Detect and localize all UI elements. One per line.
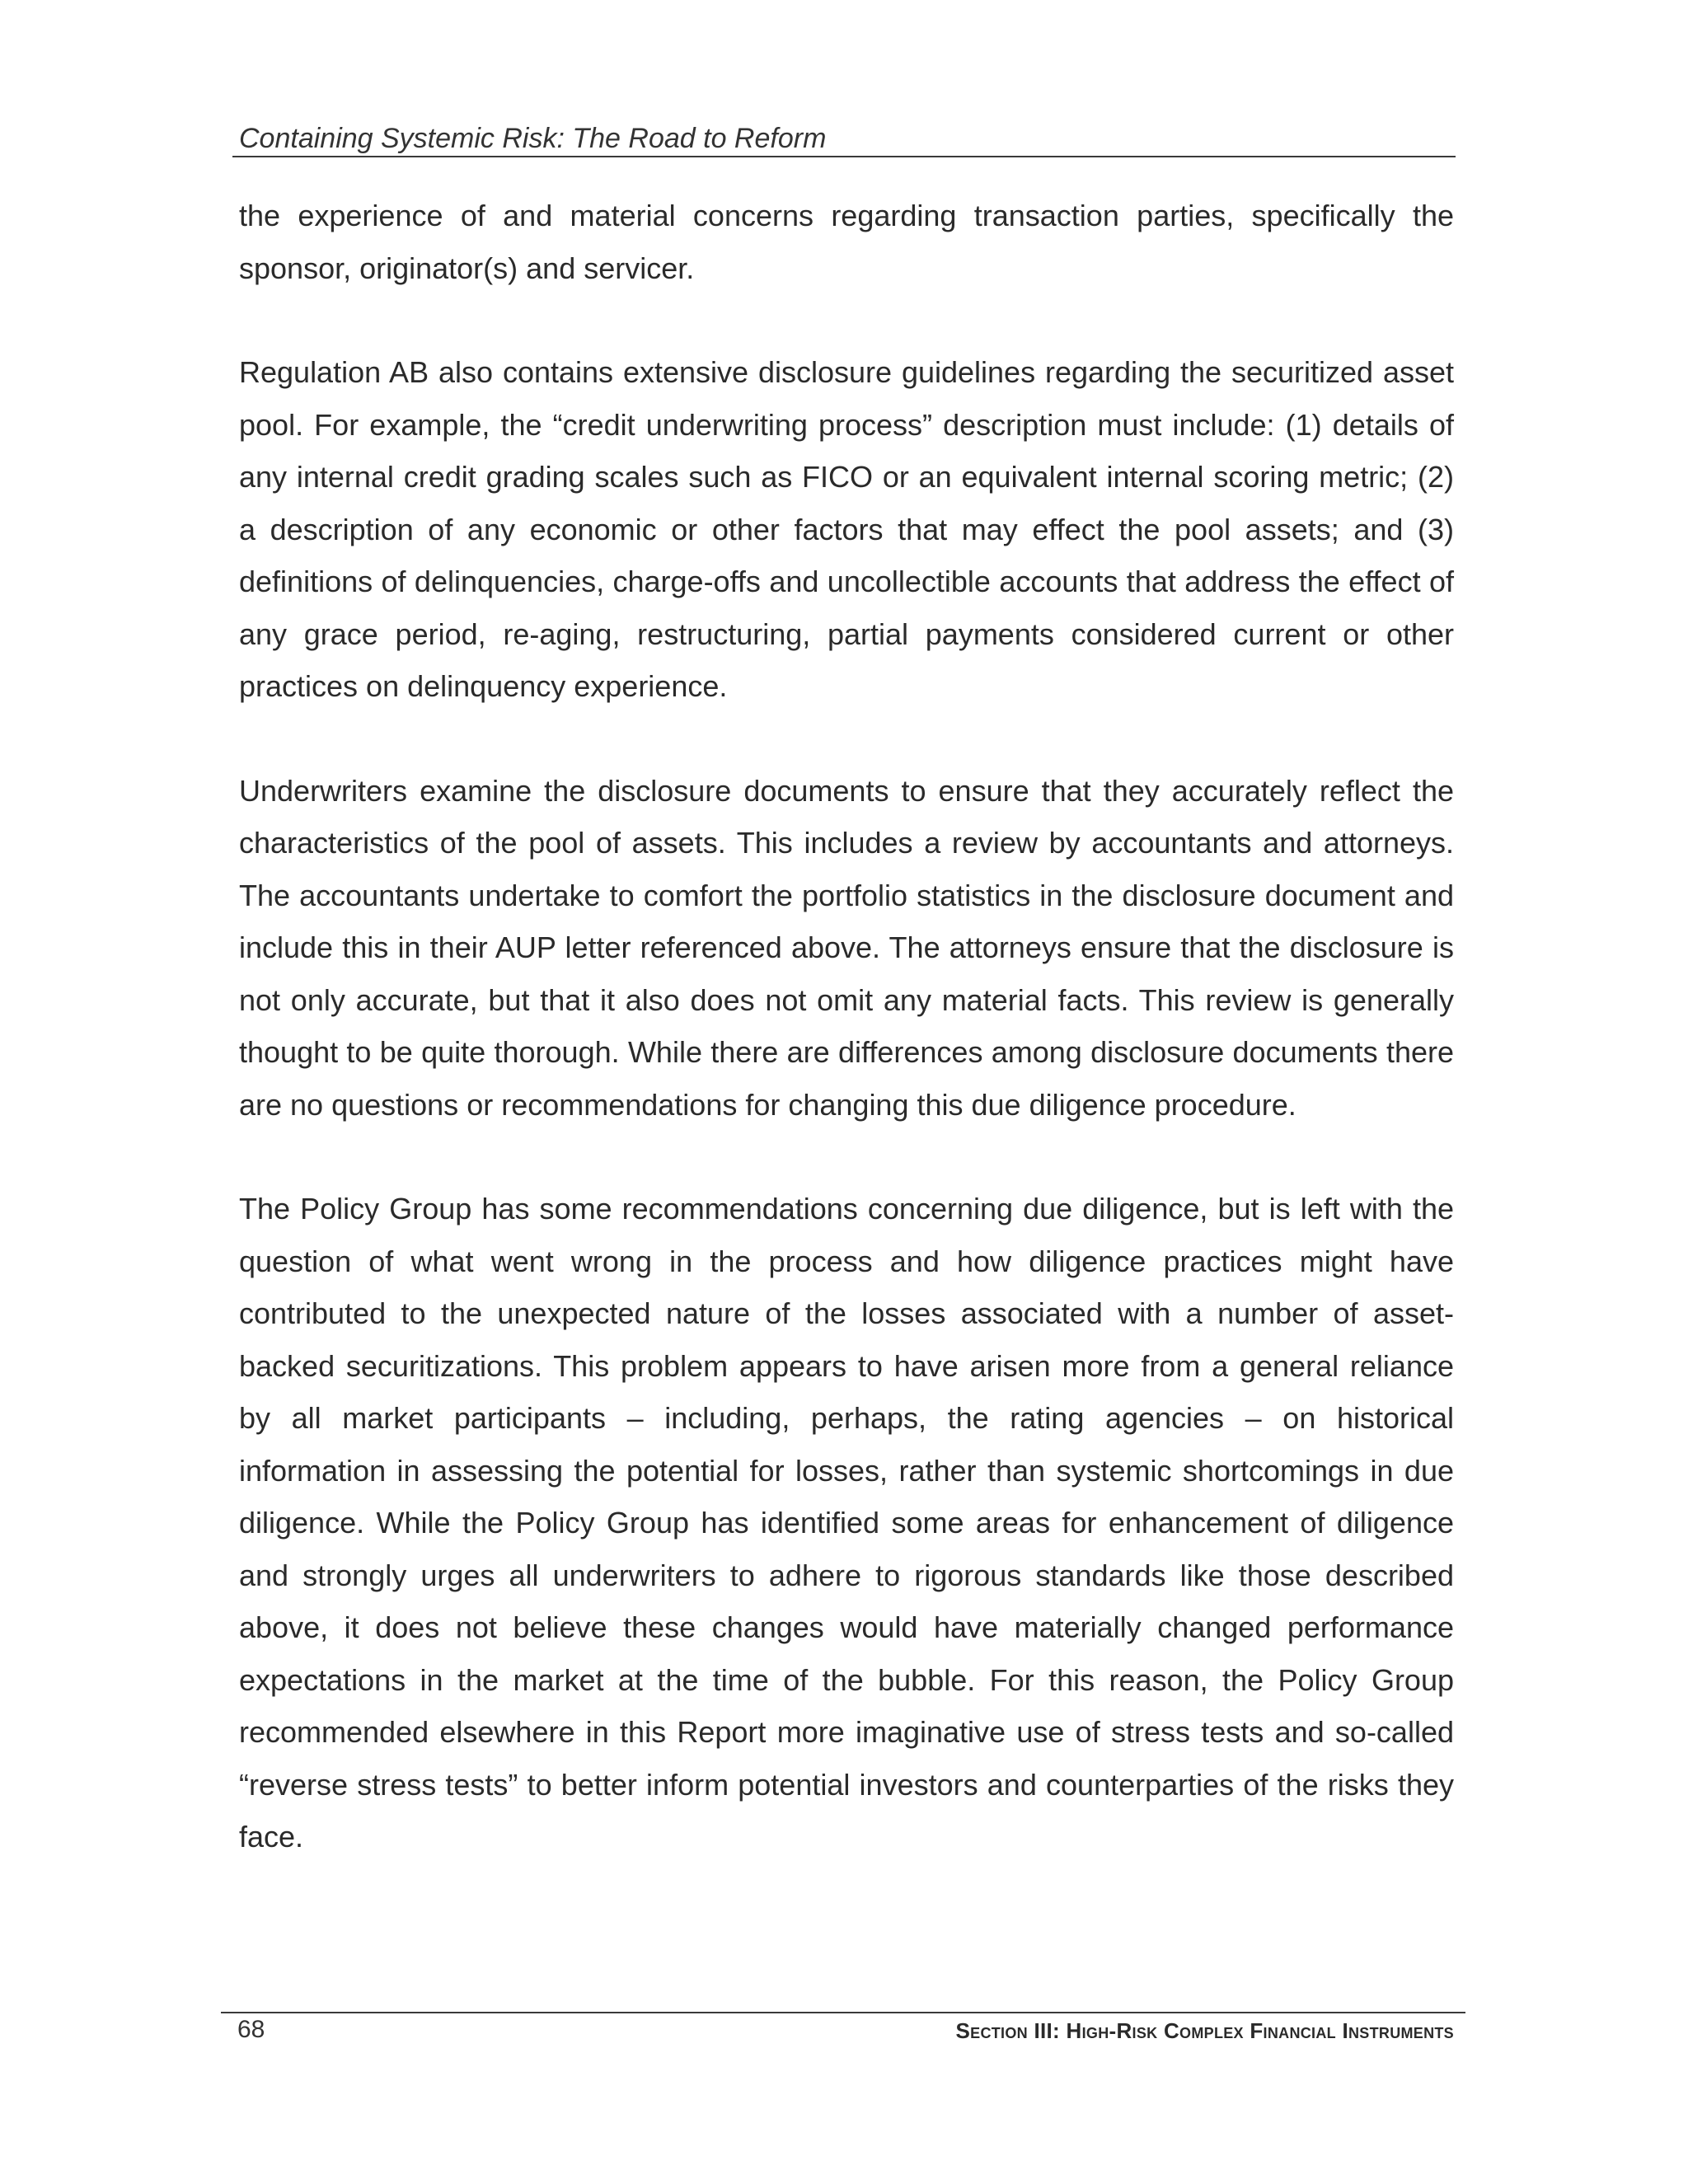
paragraph-4: The Policy Group has some recommendations concerning due diligence, but is left with the question of what went wrong in the process and how diligence practices might have contributed to the unexpected nature of the losses associated with a number of asset-backed securitizations. This problem appears to have arisen more from a general reliance by all market participants – including, perhaps, the rating agencies – on historical information in assessing the potential for losses, rather than systemic shortcomings in due diligence. While the Policy Group has identified some areas for enhancement of diligence and strongly urges all underwriters to adhere to rigorous standards like those described above, it does not believe these changes would have materially changed performance expectations in the market at the time of the bubble. For this reason, the Policy Group recommended elsewhere in this Report more imaginative use of stress tests and so-called “reverse stress tests” to better inform potential investors and counterparties of the risks they face. — [239, 1192, 1454, 1854]
footer-divider — [221, 2012, 1465, 2013]
footer-section-title: Section III: High-Risk Complex Financial Instruments — [955, 2018, 1454, 2043]
page-number: 68 — [237, 2016, 265, 2043]
paragraph-1: the experience of and material concerns regarding transaction parties, specifically the sponsor, originator(s) and servicer. — [239, 199, 1454, 285]
running-header: Containing Systemic Risk: The Road to Reform — [239, 123, 827, 154]
body-text — [239, 190, 1454, 1915]
header-divider — [232, 156, 1456, 157]
paragraph-2: Regulation AB also contains extensive disclosure guidelines regarding the securitized asset pool. For example, the “credit underwriting process” description must include: (1) details of any internal credit grading scales such as FICO or an equivalent internal scoring metric; (2) a description of any economic or other factors that may effect the pool assets; and (3) definitions of delinquencies, charge-offs and uncollectible accounts that address the effect of any grace period, re-aging, restructuring, partial payments considered current or other practices on delinquency experience. — [239, 355, 1454, 703]
paragraph-3: Underwriters examine the disclosure documents to ensure that they accurately reflect the characteristics of the pool of assets. This includes a review by accountants and attorneys. The accountants undertake to comfort the portfolio statistics in the disclosure document and include this in their AUP letter referenced above. The attorneys ensure that the disclosure is not only accurate, but that it also does not omit any material facts. This review is generally thought to be quite thorough. While there are differences among disclosure documents there are no questions or recommendations for changing this due diligence procedure. — [239, 773, 1454, 1122]
